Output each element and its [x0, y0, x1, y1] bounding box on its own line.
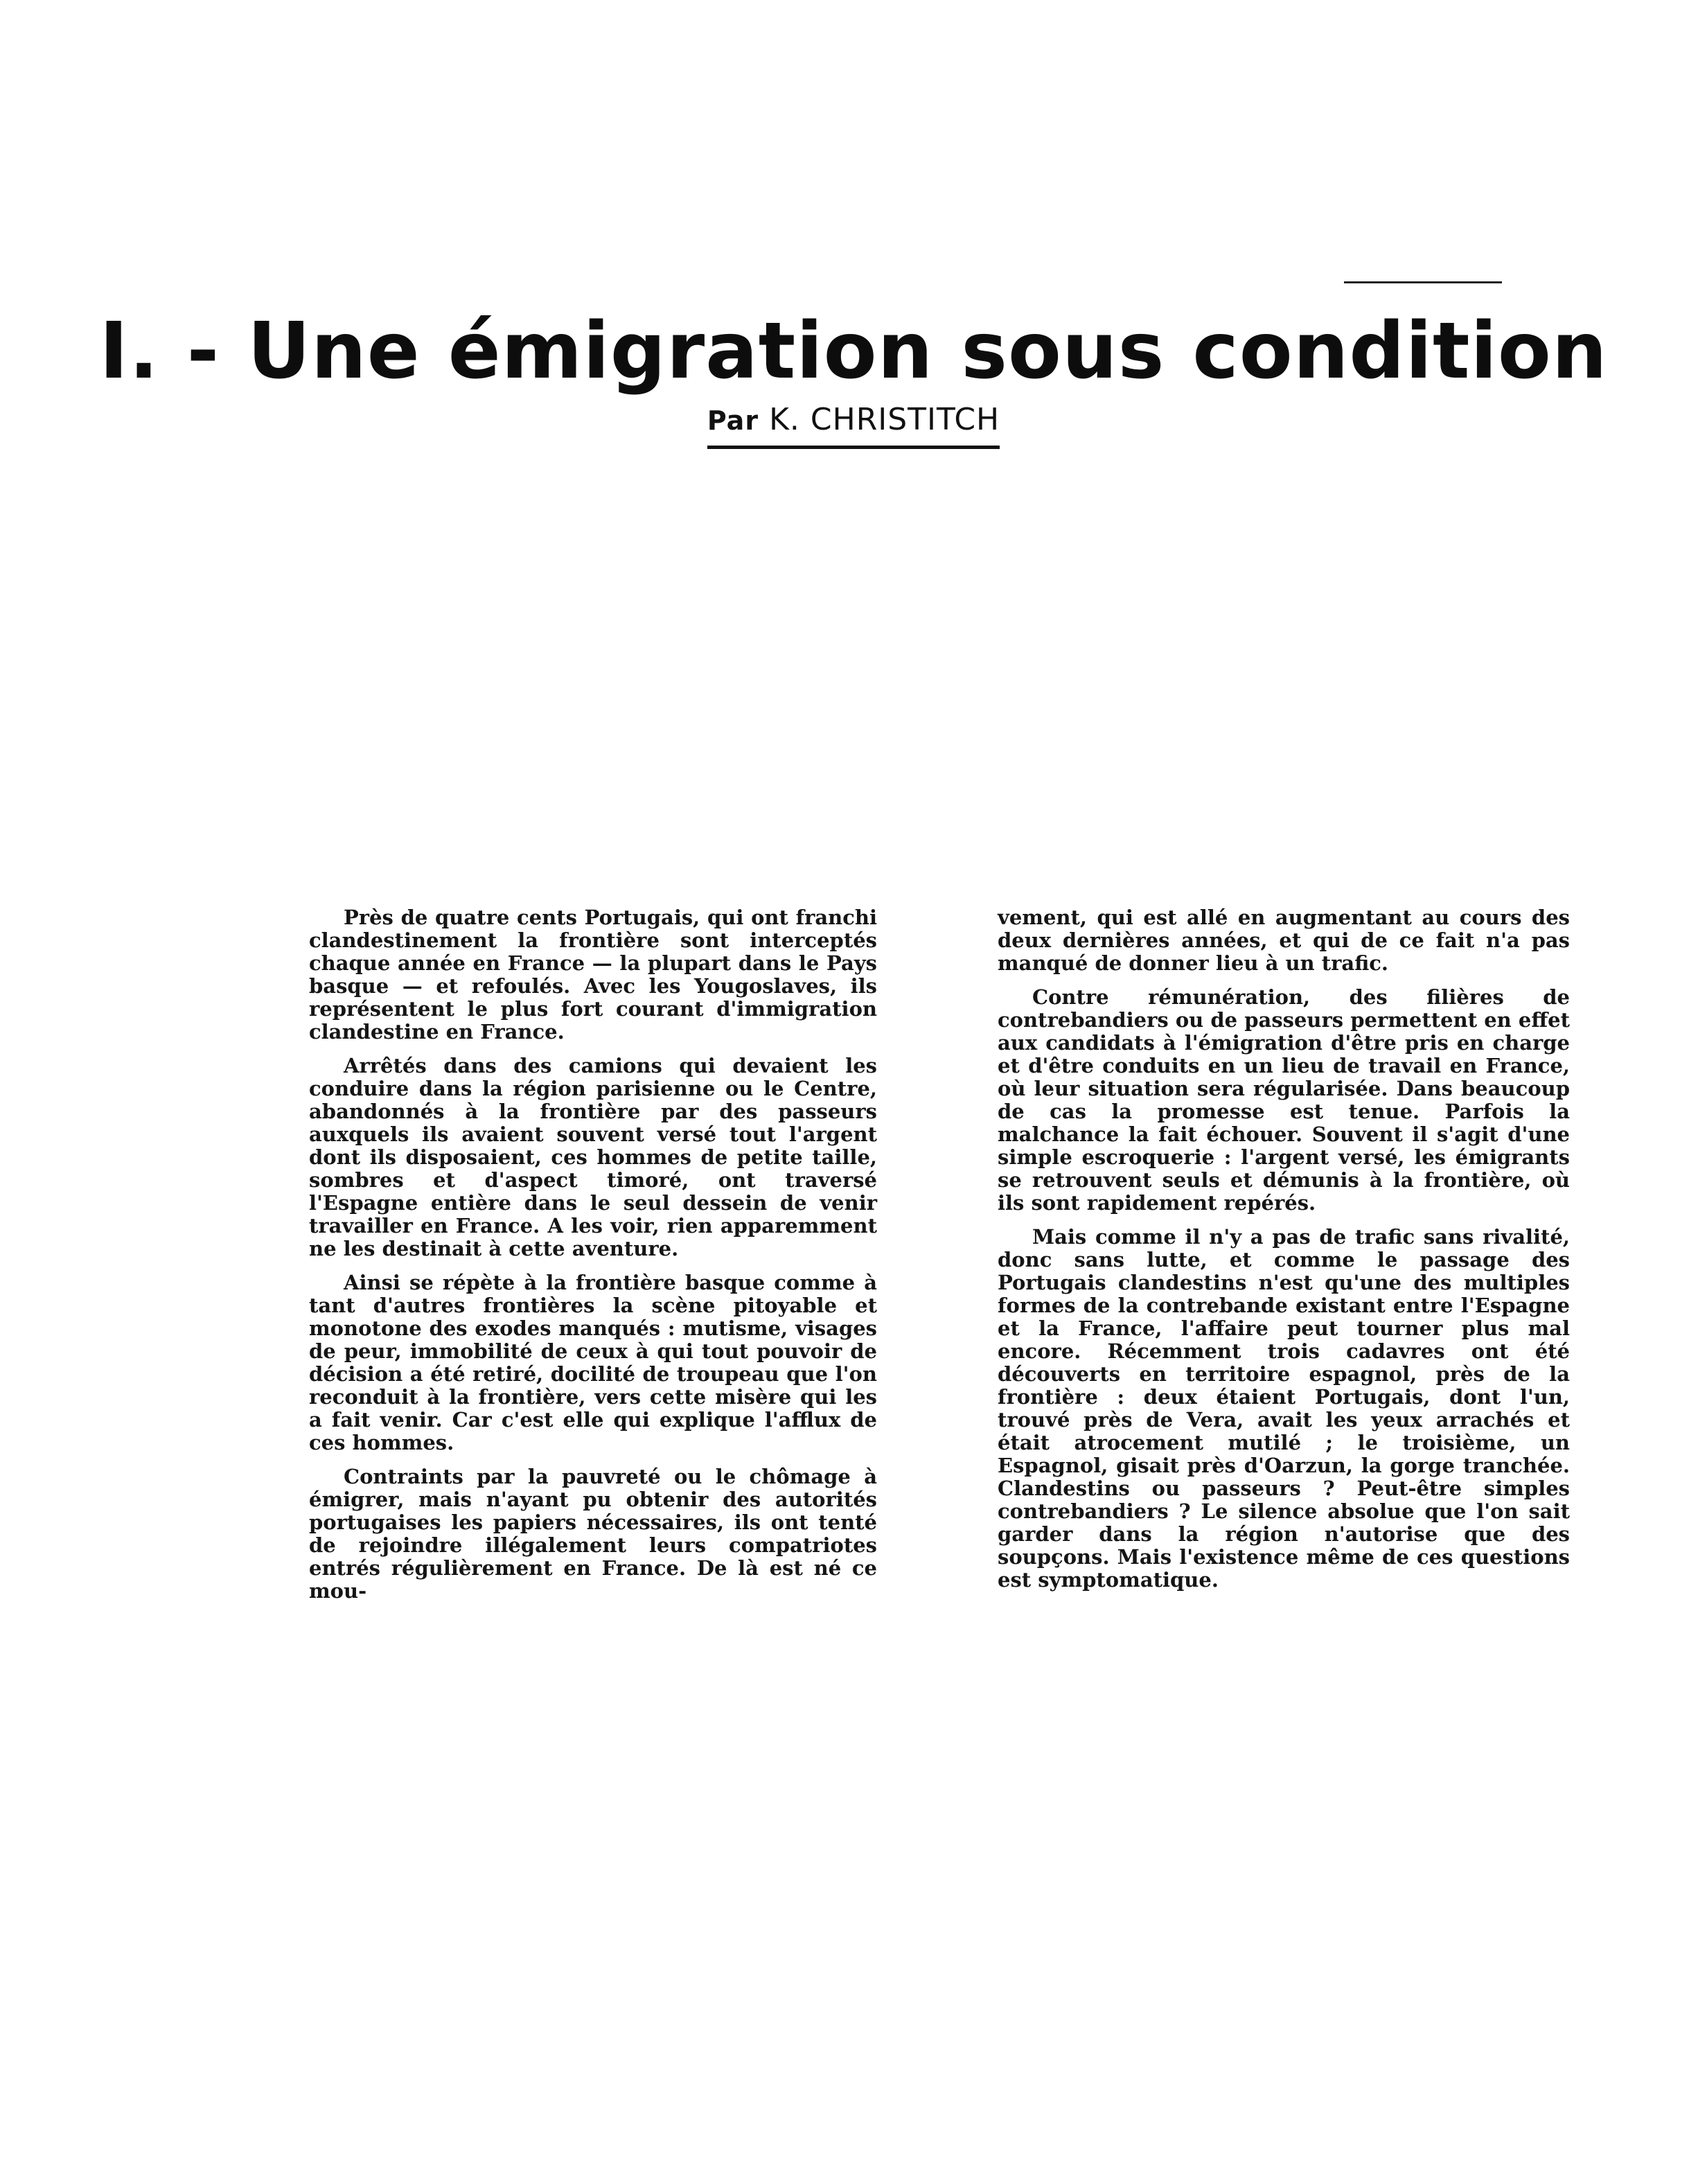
- left-column: [309, 906, 877, 1614]
- byline-prefix: Par: [707, 405, 759, 436]
- right-column: [998, 906, 1570, 1603]
- byline: [707, 402, 1000, 449]
- paragraph: Contraints par la pauvreté ou le chômage à émigrer, mais n'ayant pu obtenir des autorités portugaises les papiers nécessaires, ils ont tenté de rejoindre illégalement leurs compatriotes entrés régulièrement en France. De là est né ce mou-: [309, 1465, 877, 1603]
- byline-container: [0, 402, 1707, 449]
- article-title: I. - Une émigration sous condition: [99, 306, 1608, 396]
- paragraph: Arrêtés dans des camions qui devaient les conduire dans la région parisienne ou le Centre, abandonnés à la frontière par des passeurs auxquels ils avaient souvent versé tout l'argent dont ils disposaient, ces hommes de petite taille, sombres et d'aspect timoré, ont traversé l'Espagne entière dans le seul dessein de venir travailler en France. A les voir, rien apparemment ne les destinait à cette aventure.: [309, 1054, 877, 1260]
- paragraph: Contre rémunération, des filières de contrebandiers ou de passeurs permettent en effet aux candidats à l'émigration d'être pris en charge et d'être conduits en un lieu de travail en France, où leur situation sera régularisée. Dans beaucoup de cas la promesse est tenue. Parfois la malchance la fait échouer. Souvent il s'agit d'une simple escroquerie : l'argent versé, les émigrants se retrouvent seuls et démunis à la frontière, où ils sont rapidement repérés.: [998, 985, 1570, 1215]
- paragraph: Ainsi se répète à la frontière basque comme à tant d'autres frontières la scène pitoyable et monotone des exodes manqués : mutisme, visages de peur, immobilité de ceux à qui tout pouvoir de décision a été retiré, docilité de troupeau que l'on reconduit à la frontière, vers cette misère qui les a fait venir. Car c'est elle qui explique l'afflux de ces hommes.: [309, 1271, 877, 1454]
- byline-author: K. CHRISTITCH: [769, 402, 1000, 437]
- paragraph-continued: vement, qui est allé en augmentant au cours des deux dernières années, et qui de ce fait n'a pas manqué de donner lieu à un trafic.: [998, 906, 1570, 975]
- paragraph: Mais comme il n'y a pas de trafic sans rivalité, donc sans lutte, et comme le passage des Portugais clandestins n'est qu'une des multiples formes de la contrebande existant entre l'Espagne et la France, l'affaire peut tourner plus mal encore. Récemment trois cadavres ont été découverts en territoire espagnol, près de la frontière : deux étaient Portugais, dont l'un, trouvé près de Vera, avait les yeux arrachés et était atrocement mutilé ; le troisième, un Espagnol, gisait près d'Oarzun, la gorge tranchée. Clandestins ou passeurs ? Peut-être simples contrebandiers ? Le silence absolue que l'on sait garder dans la région n'autorise que des soupçons. Mais l'existence même de ces questions est symptomatique.: [998, 1225, 1570, 1592]
- top-rule: [1344, 281, 1502, 283]
- paragraph: Près de quatre cents Portugais, qui ont franchi clandestinement la frontière sont interceptés chaque année en France — la plupart dans le Pays basque — et refoulés. Avec les Yougoslaves, ils représentent le plus fort courant d'immigration clandestine en France.: [309, 906, 877, 1043]
